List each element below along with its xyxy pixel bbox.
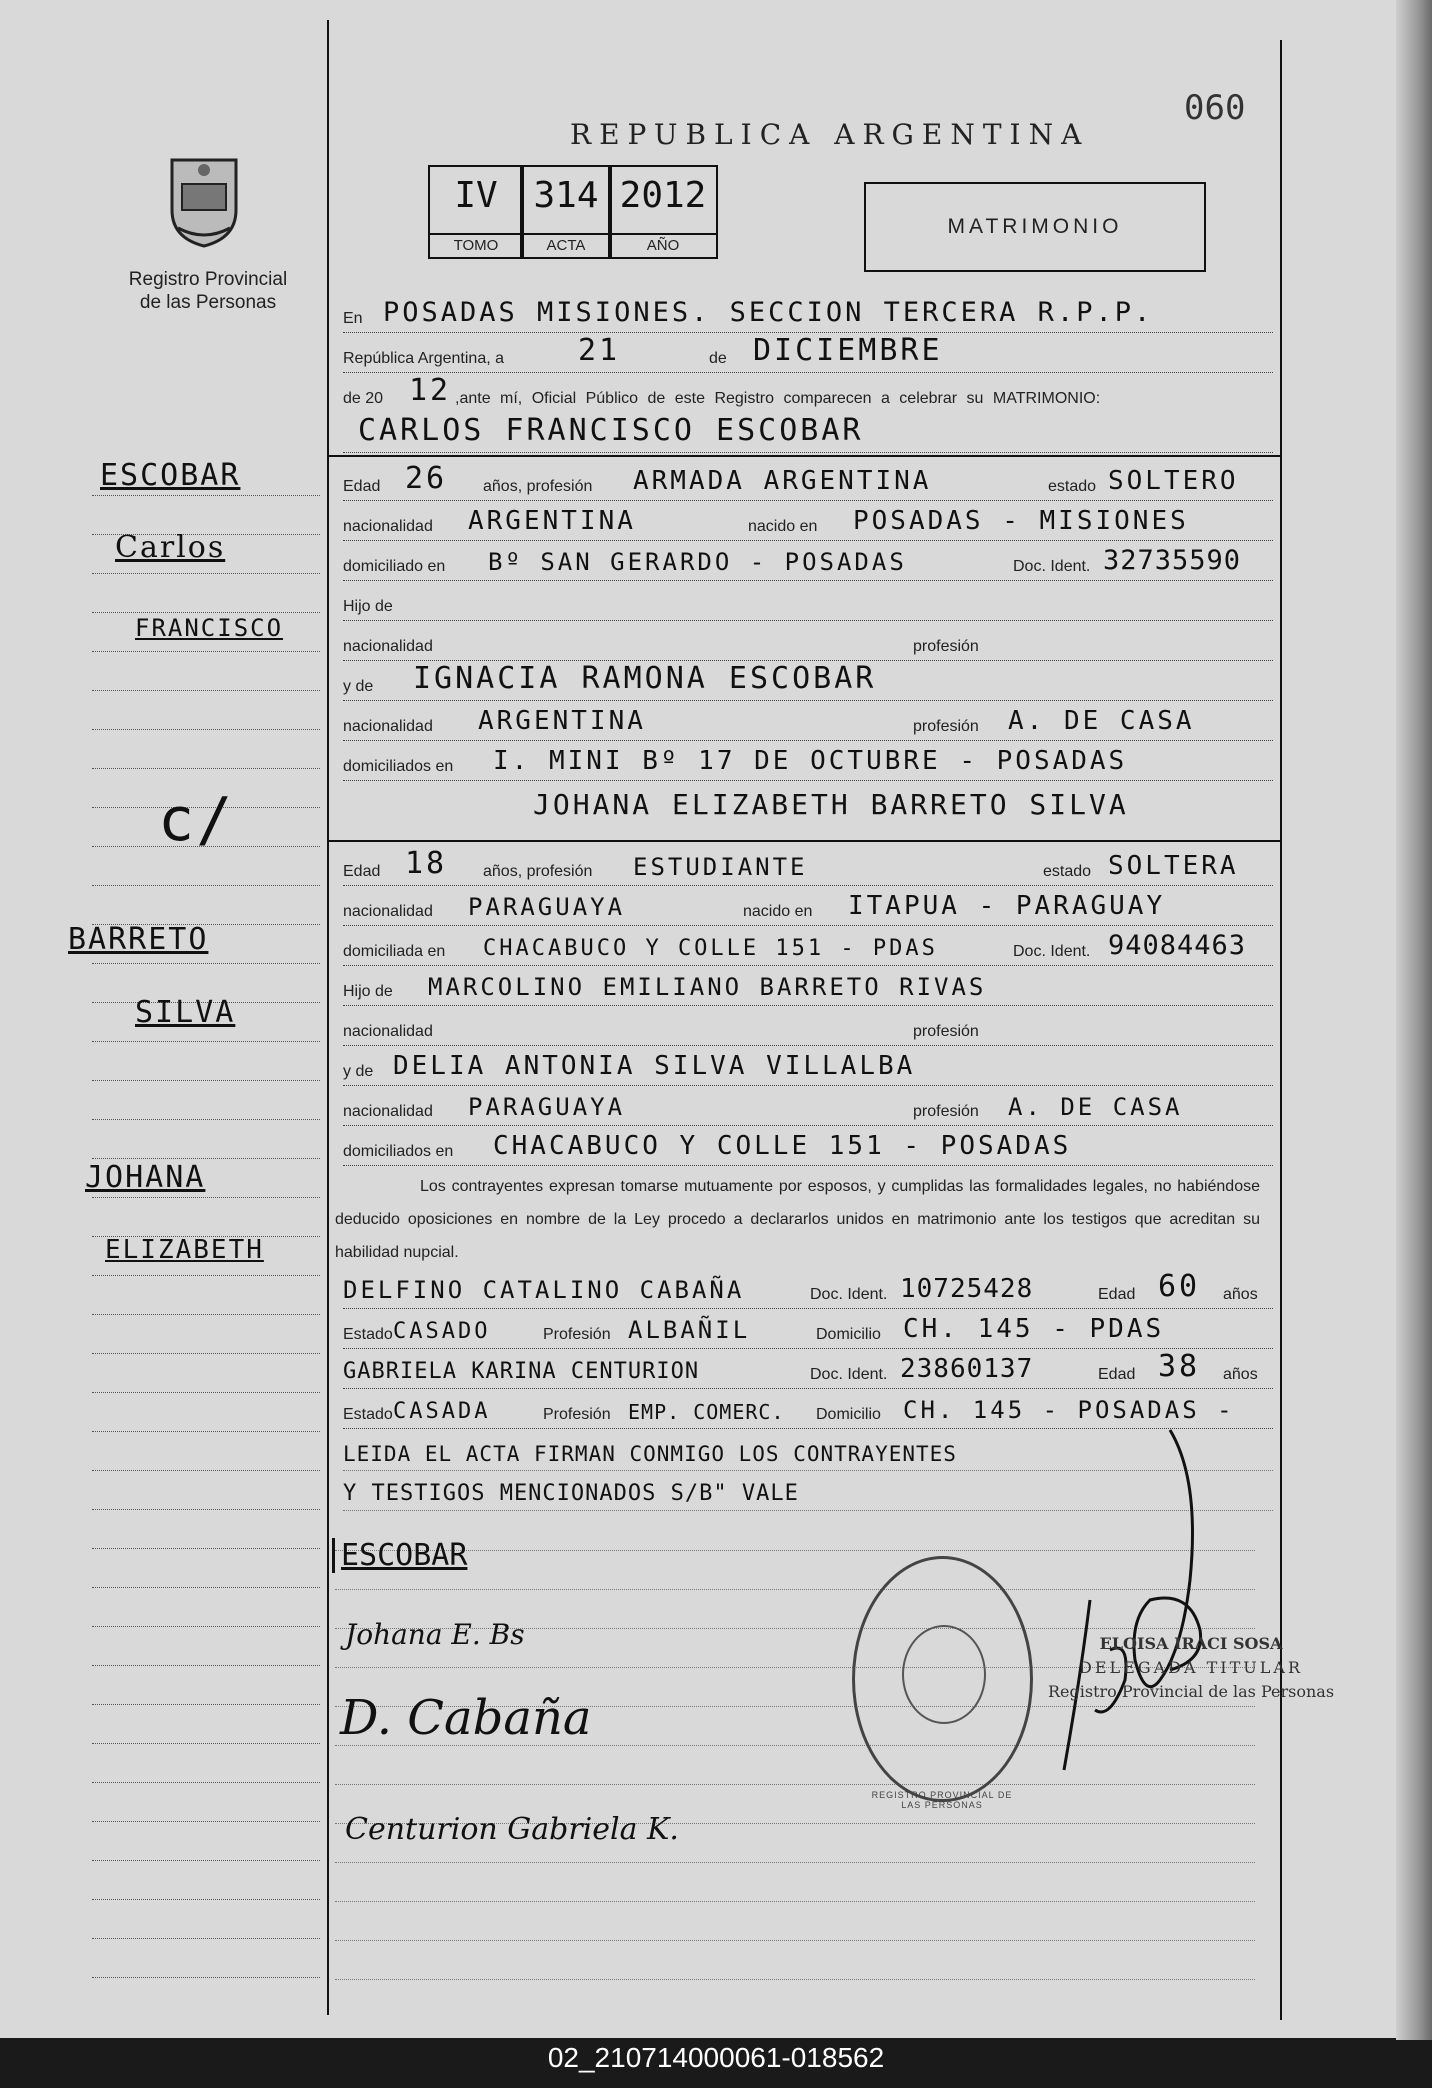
year-row — [343, 372, 1273, 412]
bride-section-rule — [329, 840, 1280, 842]
witness2-estado: CASADA — [393, 1399, 491, 1424]
official-office: Registro Provincial de las Personas — [1048, 1682, 1335, 1701]
groom-madre-nac: ARGENTINA — [478, 706, 646, 736]
tomo-label: TOMO — [430, 233, 522, 257]
margin-rule-line — [92, 1548, 320, 1549]
country-title: REPUBLICA ARGENTINA — [570, 118, 1090, 151]
groom-madre-row — [343, 660, 1273, 701]
groom-nacido: POSADAS - MISIONES — [853, 506, 1189, 536]
groom-dom-row — [343, 540, 1273, 581]
bride-profesion: ESTUDIANTE — [633, 853, 808, 881]
signature-rule-line — [335, 1940, 1255, 1941]
groom-nacionalidad: ARGENTINA — [468, 506, 636, 536]
margin-rule-line — [92, 612, 320, 613]
witness1-estado: CASADO — [393, 1319, 491, 1344]
declaration-text: Los contrayentes expresan tomarse mutuamente por esposos, y cumplidas las formalidades legales, no habiéndose deducido oposiciones en nombre de la Ley procedo a declararlos unidos en matrimonio ante los testigos que acreditan su habilidad nupcial. — [335, 1178, 1260, 1261]
bride-dom-padres-row — [343, 1125, 1273, 1166]
de-label: de — [709, 350, 727, 367]
bride-doc-label: Doc. Ident. — [1013, 943, 1091, 960]
groom-dom-padres-row — [343, 740, 1273, 781]
witness1-doc: 10725428 — [900, 1274, 1034, 1304]
witness1-domicilio: CH. 145 - PDAS — [903, 1314, 1165, 1344]
margin-rule-line — [92, 1821, 320, 1822]
margin-rule-line — [92, 729, 320, 730]
bride-madre-prof-label: profesión — [913, 1103, 979, 1120]
province-crest-logo — [164, 150, 244, 250]
groom-nacido-label: nacido en — [748, 518, 818, 535]
groom-padre-nac-row — [343, 620, 1273, 661]
witness1-edad: 60 — [1158, 1269, 1201, 1304]
day-value: 21 — [578, 333, 621, 368]
margin-connector: c/ — [158, 785, 235, 855]
bride-edad-row — [343, 845, 1273, 886]
margin-rule-line — [92, 651, 320, 652]
bride-nac-label: nacionalidad — [343, 903, 433, 920]
groom-profesion-label: años, profesión — [483, 478, 593, 495]
margin-rule-line — [92, 1431, 320, 1432]
groom-domicilio: Bº SAN GERARDO - POSADAS — [488, 548, 907, 576]
official-role: DELEGADA TITULAR — [1079, 1658, 1304, 1677]
witness2-edad-label: Edad — [1098, 1366, 1136, 1383]
bride-profesion-label: años, profesión — [483, 863, 593, 880]
bride-estado: SOLTERA — [1108, 851, 1239, 881]
footer-image-id: 02_210714000061-018562 — [547, 2042, 885, 2073]
bride-madre-row — [343, 1045, 1273, 1086]
margin-groom-surname: ESCOBAR — [100, 458, 241, 493]
groom-estado: SOLTERO — [1108, 466, 1239, 496]
signature-rule-line — [335, 1862, 1255, 1863]
place-value: POSADAS MISIONES. SECCION TERCERA R.P.P. — [383, 297, 1154, 328]
bride-signature: Johana E. Bs — [345, 1618, 525, 1651]
groom-hijo-label: Hijo de — [343, 598, 393, 615]
bride-estado-label: estado — [1043, 863, 1092, 880]
bride-yde-label: y de — [343, 1063, 374, 1080]
bride-dom-label: domiciliada en — [343, 943, 446, 960]
witness2-profesion: EMP. COMERC. — [628, 1400, 785, 1424]
bride-domicilio: CHACABUCO Y COLLE 151 - PDAS — [483, 936, 938, 961]
bride-madre-prof: A. DE CASA — [1008, 1093, 1183, 1121]
record-type-box: MATRIMONIO — [864, 182, 1206, 272]
groom-yde-label: y de — [343, 678, 374, 695]
right-vertical-rule — [1280, 40, 1282, 2020]
bride-dom-padres-label: domiciliados en — [343, 1143, 454, 1160]
republica-label: República Argentina, a — [343, 350, 504, 367]
closing-line-1: LEIDA EL ACTA FIRMAN CONMIGO LOS CONTRAYENTES — [343, 1442, 957, 1466]
witness1-edad-label: Edad — [1098, 1286, 1136, 1303]
bride-name-row — [343, 785, 1273, 825]
margin-rule-line — [92, 1275, 320, 1276]
bride-hijo-label: Hijo de — [343, 983, 393, 1000]
margin-rule-line — [92, 1899, 320, 1900]
witness1-prof-label: Profesión — [543, 1326, 611, 1343]
witness1-name: DELFINO CATALINO CABAÑA — [343, 1276, 745, 1304]
margin-rule-line — [92, 1665, 320, 1666]
registry-name: Registro Provincial de las Personas — [128, 269, 288, 313]
bride-madre-nac-row — [343, 1085, 1273, 1126]
month-value: DICIEMBRE — [753, 333, 943, 368]
acta-label: ACTA — [522, 233, 610, 257]
margin-rule-line — [92, 1470, 320, 1471]
closing-line-2: Y TESTIGOS MENCIONADOS S/B" VALE — [343, 1481, 799, 1506]
margin-rule-line — [92, 1392, 320, 1393]
groom-padre-nac-label: nacionalidad — [343, 638, 433, 655]
bride-edad-label: Edad — [343, 863, 381, 880]
groom-madre: IGNACIA RAMONA ESCOBAR — [413, 661, 877, 696]
margin-rule-line — [92, 690, 320, 691]
seal-crest — [902, 1625, 986, 1724]
groom-nac-label: nacionalidad — [343, 518, 433, 535]
groom-signature: ESCOBAR — [332, 1538, 467, 1573]
bride-nacido-label: nacido en — [743, 903, 813, 920]
witness1-dom-label: Domicilio — [816, 1326, 881, 1343]
witness2-edad: 38 — [1158, 1349, 1201, 1384]
margin-rule-line — [92, 1509, 320, 1510]
margin-groom-first: Carlos — [115, 530, 226, 565]
margin-bride-surname2: SILVA — [135, 995, 236, 1030]
margin-rule-line — [92, 1977, 320, 1978]
margin-rule-line — [92, 1587, 320, 1588]
anio-box — [608, 165, 718, 259]
official-signature-icon — [1050, 1420, 1230, 1800]
bride-dom-padres: CHACABUCO Y COLLE 151 - POSADAS — [493, 1131, 1072, 1161]
year-prefix: de 20 — [343, 390, 384, 407]
left-vertical-rule — [327, 20, 329, 2015]
groom-madre-nac-label: nacionalidad — [343, 718, 433, 735]
groom-full-name: CARLOS FRANCISCO ESCOBAR — [358, 413, 864, 448]
groom-hijo-row — [343, 580, 1273, 621]
margin-rule-line — [92, 1782, 320, 1783]
anio-value: 2012 — [619, 175, 707, 216]
bride-full-name: JOHANA ELIZABETH BARRETO SILVA — [533, 788, 1129, 821]
groom-name-row — [343, 412, 1273, 453]
bride-madre-nac: PARAGUAYA — [468, 1093, 626, 1121]
groom-doc: 32735590 — [1103, 545, 1242, 576]
bride-padre-prof-label: profesión — [913, 1023, 979, 1040]
witness2-row — [343, 1348, 1273, 1389]
witness2-signature: Centurion Gabriela K. — [345, 1812, 679, 1847]
margin-rule-line — [92, 1353, 320, 1354]
bride-madre: DELIA ANTONIA SILVA VILLALBA — [393, 1051, 916, 1081]
groom-madre-prof: A. DE CASA — [1008, 706, 1195, 736]
bride-nac-row — [343, 885, 1273, 926]
year-suffix: 12 — [409, 373, 452, 408]
witness2-doc-label: Doc. Ident. — [810, 1366, 888, 1383]
groom-doc-label: Doc. Ident. — [1013, 558, 1091, 575]
bride-nacionalidad: PARAGUAYA — [468, 893, 626, 921]
witness2-doc: 23860137 — [900, 1354, 1034, 1384]
witness1-doc-label: Doc. Ident. — [810, 1286, 888, 1303]
margin-rule-line — [92, 1743, 320, 1744]
bride-madre-nac-label: nacionalidad — [343, 1103, 433, 1120]
groom-dom-padres-label: domiciliados en — [343, 758, 454, 775]
margin-rule-line — [92, 1158, 320, 1159]
margin-groom-second: FRANCISCO — [135, 614, 284, 642]
groom-padre-prof-label: profesión — [913, 638, 979, 655]
en-label: En — [343, 310, 363, 327]
groom-dom-padres: I. MINI Bº 17 DE OCTUBRE - POSADAS — [493, 746, 1128, 776]
groom-madre-nac-row — [343, 700, 1273, 741]
witness2-anos-label: años — [1223, 1366, 1258, 1383]
official-block — [1048, 1632, 1334, 1704]
witness2-name: GABRIELA KARINA CENTURION — [343, 1359, 700, 1384]
seal-text: REGISTRO PROVINCIAL DE LAS PERSONAS — [871, 1790, 1013, 1810]
margin-rule-line — [92, 1041, 320, 1042]
tomo-value: IV — [454, 175, 498, 216]
groom-profesion: ARMADA ARGENTINA — [633, 466, 932, 496]
tomo-box — [428, 165, 524, 259]
groom-section-rule — [329, 455, 1280, 457]
margin-rule-line — [92, 1626, 320, 1627]
page-edge-shadow — [1396, 0, 1432, 2040]
groom-nac-row — [343, 500, 1273, 541]
witness1-profesion: ALBAÑIL — [628, 1316, 751, 1344]
groom-madre-prof-label: profesión — [913, 718, 979, 735]
witness2-domicilio: CH. 145 - POSADAS - — [903, 1396, 1235, 1424]
acta-box — [520, 165, 612, 259]
margin-rule-line — [92, 1197, 320, 1198]
margin-rule-line — [92, 768, 320, 769]
margin-rule-line — [92, 1704, 320, 1705]
bride-doc: 94084463 — [1108, 930, 1247, 961]
witness1-signature: D. Cabaña — [340, 1690, 592, 1746]
margin-rule-line — [92, 885, 320, 886]
groom-edad-row — [343, 460, 1273, 501]
witness2-prof-label: Profesión — [543, 1406, 611, 1423]
margin-rule-line — [92, 1080, 320, 1081]
margin-rule-line — [92, 1119, 320, 1120]
witness2-dom-label: Domicilio — [816, 1406, 881, 1423]
witness1-row — [343, 1268, 1273, 1309]
ante-text: ,ante mí, Oficial Público de este Registro comparecen a celebrar su MATRIMONIO: — [455, 390, 1101, 407]
bride-edad: 18 — [405, 846, 448, 881]
margin-rule-line — [92, 1938, 320, 1939]
margin-rule-line — [92, 573, 320, 574]
margin-rule-line — [92, 1314, 320, 1315]
margin-rule-line — [92, 1860, 320, 1861]
place-row — [343, 292, 1273, 333]
margin-rule-line — [92, 963, 320, 964]
signature-rule-line — [335, 1979, 1255, 1980]
witness2-estado-label: Estado — [343, 1406, 393, 1423]
page-number: 060 — [1184, 88, 1246, 128]
bride-padre-nac-row — [343, 1005, 1273, 1046]
groom-edad-label: Edad — [343, 478, 381, 495]
bride-hijo-row — [343, 965, 1273, 1006]
bride-dom-row — [343, 925, 1273, 966]
margin-bride-surname1: BARRETO — [68, 922, 209, 957]
acta-value: 314 — [533, 175, 599, 216]
margin-rule-line — [92, 495, 320, 496]
groom-dom-label: domiciliado en — [343, 558, 446, 575]
margin-bride-first: JOHANA — [85, 1160, 206, 1195]
groom-edad: 26 — [405, 461, 448, 496]
bride-padre-nac-label: nacionalidad — [343, 1023, 433, 1040]
witness1-detail-row — [343, 1308, 1273, 1349]
date-row — [343, 332, 1273, 373]
margin-bride-second: ELIZABETH — [105, 1235, 264, 1265]
bride-nacido: ITAPUA - PARAGUAY — [848, 891, 1166, 921]
anio-label: AÑO — [610, 233, 716, 257]
groom-estado-label: estado — [1048, 478, 1097, 495]
witness1-anos-label: años — [1223, 1286, 1258, 1303]
signature-rule-line — [335, 1901, 1255, 1902]
witness1-estado-label: Estado — [343, 1326, 393, 1343]
official-name: ELOISA IRACI SOSA — [1099, 1634, 1283, 1653]
bride-padre: MARCOLINO EMILIANO BARRETO RIVAS — [428, 973, 987, 1001]
